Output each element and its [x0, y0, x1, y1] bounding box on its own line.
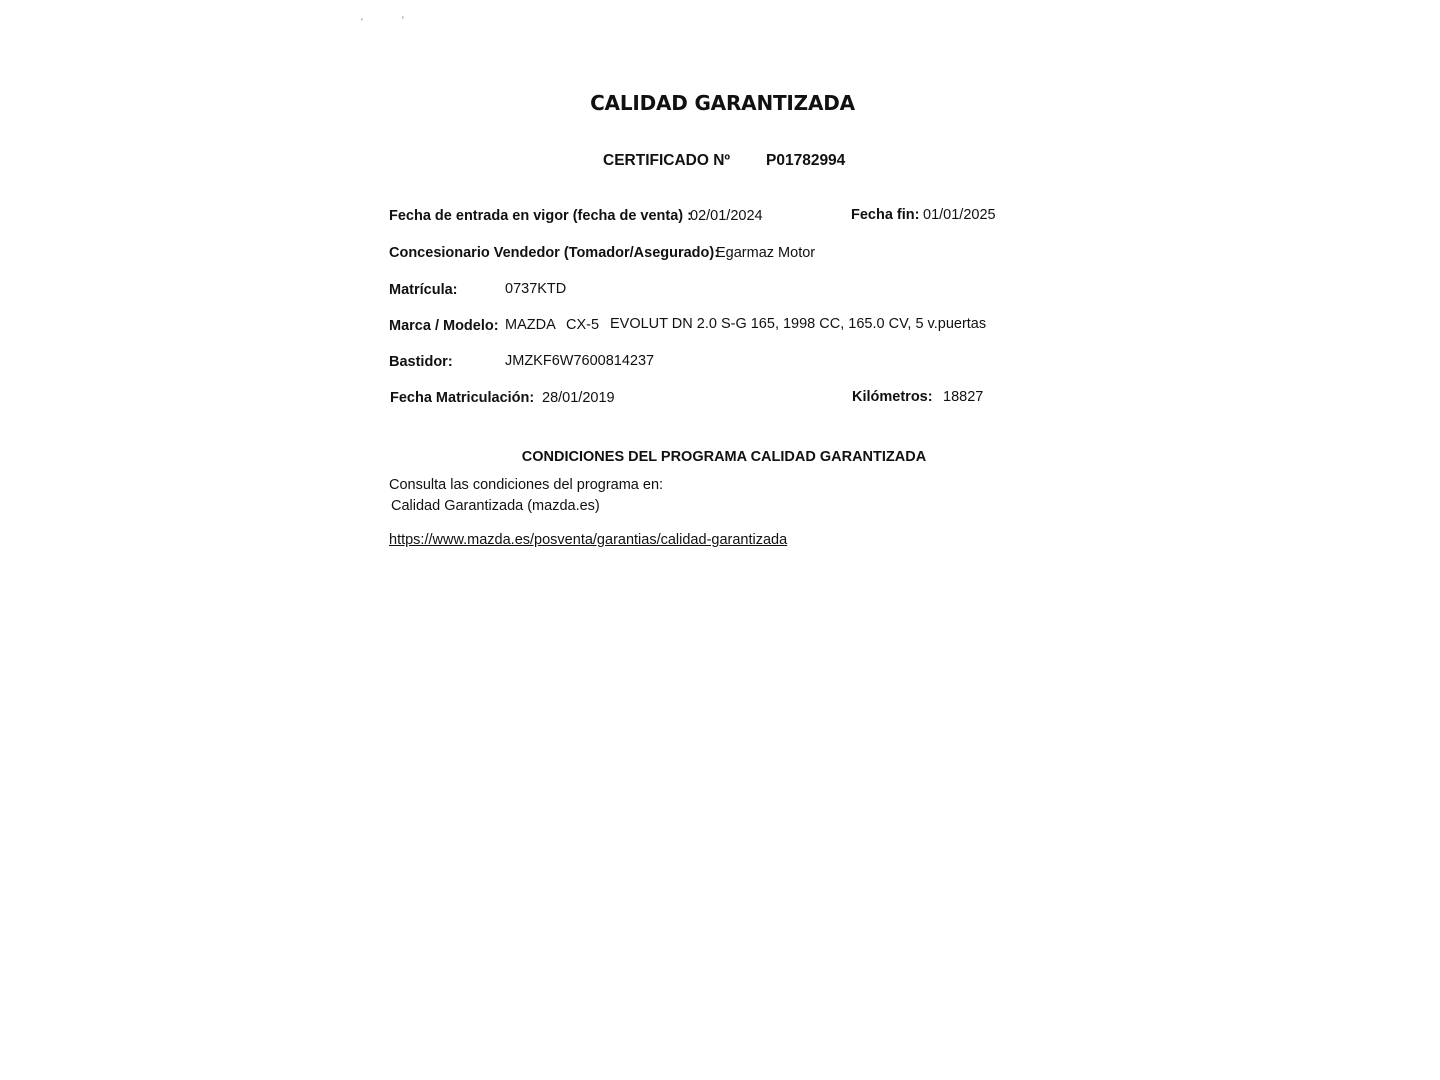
dealer-value: Egarmaz Motor: [716, 245, 816, 261]
end-date-label: Fecha fin:: [851, 207, 920, 223]
model-value: CX-5: [566, 317, 600, 333]
dealer-label: Concesionario Vendedor (Tomador/Asegurado):: [389, 245, 720, 261]
scan-speck: ': [361, 17, 363, 27]
km-value: 18827: [943, 389, 984, 405]
km-label: Kilómetros:: [852, 389, 933, 405]
scan-speck: ': [402, 15, 404, 25]
vin-value: JMZKF6W7600814237: [505, 353, 655, 369]
version-value: EVOLUT DN 2.0 S-G 165, 1998 CC, 165.0 CV, 5 v.puertas: [610, 316, 987, 332]
conditions-site-name: Calidad Garantizada (mazda.es): [391, 498, 600, 514]
conditions-intro: Consulta las condiciones del programa en:: [389, 477, 664, 493]
conditions-url-link[interactable]: https://www.mazda.es/posventa/garantias/calidad-garantizada: [389, 532, 788, 548]
vin-label: Bastidor:: [389, 354, 453, 370]
end-date-value: 01/01/2025: [923, 207, 996, 223]
registration-date-value: 28/01/2019: [542, 390, 615, 406]
model-label: Marca / Modelo:: [389, 318, 499, 334]
certificate-number: P01782994: [766, 152, 846, 169]
brand-value: MAZDA: [505, 317, 556, 333]
plate-label: Matrícula:: [389, 282, 458, 298]
start-date-label: Fecha de entrada en vigor (fecha de venta) :: [389, 208, 692, 224]
certificate-label: CERTIFICADO Nº: [603, 152, 731, 169]
start-date-value: 02/01/2024: [690, 208, 763, 224]
document-title: CALIDAD GARANTIZADA: [590, 91, 855, 115]
plate-value: 0737KTD: [505, 281, 567, 297]
registration-date-label: Fecha Matriculación:: [390, 390, 535, 406]
conditions-title: CONDICIONES DEL PROGRAMA CALIDAD GARANTIZADA: [521, 449, 927, 465]
